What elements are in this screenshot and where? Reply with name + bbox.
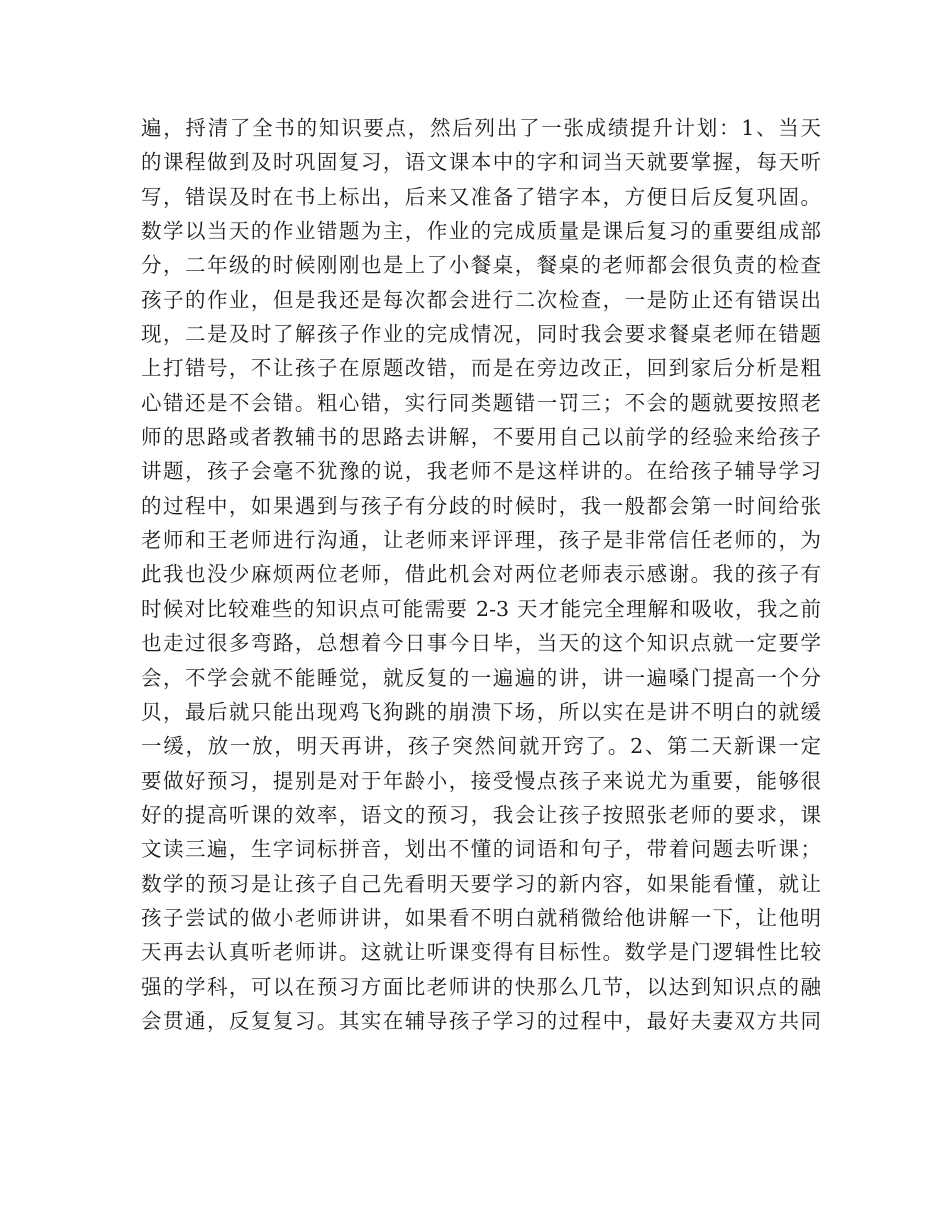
text-line: 分，二年级的时候刚刚也是上了小餐桌，餐桌的老师都会很负责的检查 [141, 253, 821, 278]
text-line: 贝，最后就只能出现鸡飞狗跳的崩溃下场，所以实在是讲不明白的就缓 [141, 699, 821, 724]
text-line: 数学以当天的作业错题为主，作业的完成质量是课后复习的重要组成部 [141, 219, 821, 244]
text-line: 会贯通，反复复习。其实在辅导孩子学习的过程中，最好夫妻双方共同 [141, 1008, 821, 1033]
text-line: 一缓，放一放，明天再讲，孩子突然间就开窍了。2、第二天新课一定 [141, 734, 821, 759]
text-line: 也走过很多弯路，总想着今日事今日毕，当天的这个知识点就一定要学 [141, 631, 821, 656]
text-line: 要做好预习，提别是对于年龄小，接受慢点孩子来说尤为重要，能够很 [141, 768, 821, 793]
text-line: 师的思路或者教辅书的思路去讲解，不要用自己以前学的经验来给孩子 [141, 425, 821, 450]
body-text [141, 111, 821, 1038]
text-line: 天再去认真听老师讲。这就让听课变得有目标性。数学是门逻辑性比较 [141, 940, 821, 965]
text-line: 遍，捋清了全书的知识要点，然后列出了一张成绩提升计划：1、当天 [141, 116, 821, 140]
text-line: 好的提高听课的效率，语文的预习，我会让孩子按照张老师的要求，课 [141, 802, 821, 827]
text-line: 的课程做到及时巩固复习，语文课本中的字和词当天就要掌握，每天听 [141, 150, 821, 175]
text-line: 现，二是及时了解孩子作业的完成情况，同时我会要求餐桌老师在错题 [141, 322, 821, 347]
text-line: 强的学科，可以在预习方面比老师讲的快那么几节，以达到知识点的融 [141, 974, 821, 999]
text-line: 上打错号，不让孩子在原题改错，而是在旁边改正，回到家后分析是粗 [141, 356, 821, 381]
text-line: 数学的预习是让孩子自己先看明天要学习的新内容，如果能看懂，就让 [141, 871, 821, 896]
text-line: 老师和王老师进行沟通，让老师来评评理，孩子是非常信任老师的，为 [141, 528, 821, 553]
text-line: 会，不学会就不能睡觉，就反复的一遍遍的讲，讲一遍嗓门提高一个分 [141, 665, 821, 690]
text-line: 讲题，孩子会毫不犹豫的说，我老师不是这样讲的。在给孩子辅导学习 [141, 459, 821, 484]
text-line: 孩子尝试的做小老师讲讲，如果看不明白就稍微给他讲解一下，让他明 [141, 905, 821, 930]
text-line: 孩子的作业，但是我还是每次都会进行二次检查，一是防止还有错误出 [141, 287, 821, 312]
text-line: 文读三遍，生字词标拼音，划出不懂的词语和句子，带着问题去听课； [141, 837, 821, 862]
text-line: 心错还是不会错。粗心错，实行同类题错一罚三；不会的题就要按照老 [141, 390, 821, 415]
text-line: 写，错误及时在书上标出，后来又准备了错字本，方便日后反复巩固。 [141, 184, 821, 209]
text-line: 时候对比较难些的知识点可能需要 2-3 天才能完全理解和吸收，我之前 [141, 596, 821, 621]
text-line: 的过程中，如果遇到与孩子有分歧的时候时，我一般都会第一时间给张 [141, 493, 821, 518]
text-line: 此我也没少麻烦两位老师，借此机会对两位老师表示感谢。我的孩子有 [141, 562, 821, 587]
